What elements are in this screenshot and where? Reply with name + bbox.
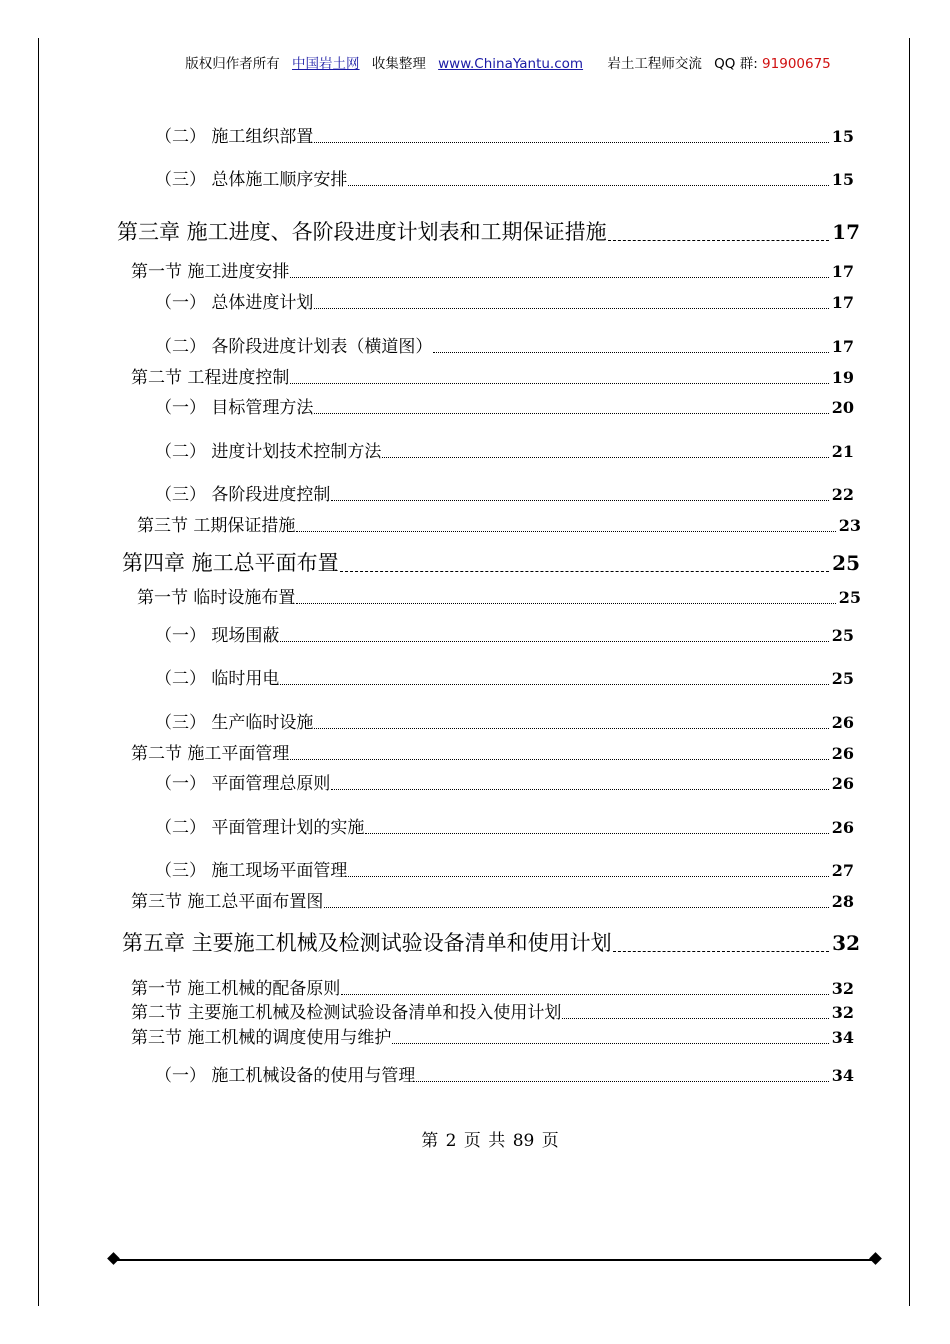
toc-entry-title: （二） 各阶段进度计划表（横道图）: [155, 337, 433, 357]
toc-leader-dots: [324, 906, 828, 908]
toc-leader-dots: [365, 832, 828, 834]
toc-entry-title: （二） 进度计划技术控制方法: [155, 442, 382, 462]
toc-leader-dots: [314, 412, 828, 414]
toc-leader-dots: [348, 875, 828, 877]
toc-entry-page: 25: [832, 551, 860, 575]
toc-entry[interactable]: [155, 669, 854, 689]
toc-entry-page: 26: [831, 713, 854, 732]
toc-entry[interactable]: [155, 1066, 854, 1086]
toc-entry[interactable]: [155, 485, 854, 505]
toc-leader-dots: [290, 382, 828, 384]
toc-entry-page: 17: [832, 220, 860, 244]
toc-entry-title: 第四章 施工总平面布置: [122, 551, 339, 575]
toc-entry[interactable]: [155, 442, 854, 462]
toc-entry[interactable]: [137, 588, 861, 608]
toc-entry[interactable]: [155, 127, 854, 147]
toc-entry[interactable]: [155, 774, 854, 794]
toc-entry[interactable]: [131, 744, 854, 764]
toc-entry[interactable]: [131, 368, 854, 388]
toc-entry[interactable]: [155, 818, 854, 838]
toc-chapter-entry[interactable]: [117, 219, 860, 245]
left-diamond-ornament: [107, 1252, 120, 1265]
toc-chapter-entry[interactable]: [122, 930, 860, 956]
toc-entry-title: 第一节 临时设施布置: [137, 588, 296, 608]
toc-entry-page: 15: [831, 127, 854, 146]
toc-leader-dots: [290, 758, 828, 760]
toc-entry[interactable]: [131, 892, 854, 912]
toc-entry-title: 第一节 施工进度安排: [131, 262, 290, 282]
toc-entry-title: （一） 总体进度计划: [155, 293, 314, 313]
toc-leader-dots: [348, 184, 828, 186]
toc-entry-page: 19: [831, 368, 854, 387]
page-number-footer: 第 2 页 共 89 页: [421, 1131, 559, 1151]
toc-entry-page: 17: [831, 262, 854, 281]
toc-entry-page: 22: [831, 485, 854, 504]
toc-leader-dots: [314, 307, 828, 309]
toc-entry-title: 第二节 主要施工机械及检测试验设备清单和投入使用计划: [131, 1003, 562, 1023]
toc-entry-page: 26: [831, 744, 854, 763]
toc-entry-page: 25: [831, 669, 854, 688]
toc-leader-dots: [613, 950, 829, 952]
toc-entry-page: 34: [831, 1066, 854, 1085]
header-exchange: 岩土工程师交流: [607, 56, 702, 72]
toc-leader-dots: [331, 788, 828, 790]
toc-leader-dots: [340, 570, 829, 572]
toc-leader-dots: [433, 351, 828, 353]
toc-entry-title: 第三节 施工总平面布置图: [131, 892, 324, 912]
toc-leader-dots: [392, 1042, 828, 1044]
toc-leader-dots: [382, 456, 828, 458]
toc-entry[interactable]: [155, 170, 854, 190]
toc-entry-page: 32: [831, 1003, 854, 1022]
bottom-rule: [114, 1259, 876, 1261]
toc-entry[interactable]: [131, 1028, 854, 1048]
toc-entry-title: 第三节 施工机械的调度使用与维护: [131, 1028, 392, 1048]
toc-entry-title: （二） 施工组织部置: [155, 127, 314, 147]
toc-entry-title: （一） 施工机械设备的使用与管理: [155, 1066, 416, 1086]
toc-entry-page: 25: [838, 588, 861, 607]
header-qq-label: QQ 群:: [714, 56, 758, 72]
toc-entry-page: 17: [831, 337, 854, 356]
toc-leader-dots: [296, 602, 835, 604]
header-copyright: 版权归作者所有: [185, 56, 280, 72]
toc-entry-title: （一） 现场围蔽: [155, 626, 280, 646]
right-diamond-ornament: [869, 1252, 882, 1265]
toc-leader-dots: [280, 640, 828, 642]
toc-entry-page: 21: [831, 442, 854, 461]
toc-entry-page: 28: [831, 892, 854, 911]
toc-entry-page: 23: [838, 516, 861, 535]
toc-leader-dots: [296, 530, 835, 532]
header-collected: 收集整理: [371, 56, 426, 72]
toc-entry-page: 17: [831, 293, 854, 312]
toc-entry-title: 第三节 工期保证措施: [137, 516, 296, 536]
toc-entry[interactable]: [155, 861, 854, 881]
toc-entry[interactable]: [155, 293, 854, 313]
toc-leader-dots: [331, 499, 828, 501]
toc-leader-dots: [280, 683, 828, 685]
toc-entry-page: 15: [831, 170, 854, 189]
toc-entry[interactable]: [155, 713, 854, 733]
toc-entry[interactable]: [155, 337, 854, 357]
toc-entry-title: 第二节 施工平面管理: [131, 744, 290, 764]
toc-entry-title: （三） 各阶段进度控制: [155, 485, 331, 505]
toc-entry[interactable]: [155, 398, 854, 418]
toc-entry-title: （一） 平面管理总原则: [155, 774, 331, 794]
header-qq-number: 91900675: [762, 56, 831, 72]
toc-entry[interactable]: [131, 262, 854, 282]
toc-leader-dots: [290, 276, 828, 278]
toc-entry-title: 第三章 施工进度、各阶段进度计划表和工期保证措施: [117, 220, 607, 244]
toc-leader-dots: [314, 141, 828, 143]
toc-entry-title: 第一节 施工机械的配备原则: [131, 979, 341, 999]
toc-entry-page: 32: [832, 931, 860, 955]
toc-entry-title: 第五章 主要施工机械及检测试验设备清单和使用计划: [122, 931, 612, 955]
toc-entry-title: （二） 平面管理计划的实施: [155, 818, 365, 838]
header-site-link[interactable]: 中国岩土网: [292, 56, 360, 72]
toc-entry-title: （三） 生产临时设施: [155, 713, 314, 733]
toc-entry[interactable]: [131, 979, 854, 999]
toc-entry[interactable]: [131, 1003, 854, 1023]
toc-entry-page: 25: [831, 626, 854, 645]
toc-entry[interactable]: [137, 516, 861, 536]
toc-leader-dots: [416, 1080, 828, 1082]
toc-leader-dots: [314, 727, 828, 729]
toc-leader-dots: [562, 1017, 828, 1019]
toc-entry-page: 26: [831, 774, 854, 793]
toc-entry-title: 第二节 工程进度控制: [131, 368, 290, 388]
toc-entry-page: 26: [831, 818, 854, 837]
header-url-link[interactable]: www.ChinaYantu.com: [438, 56, 584, 72]
toc-entry-page: 27: [831, 861, 854, 880]
toc-leader-dots: [341, 993, 828, 995]
toc-entry-title: （一） 目标管理方法: [155, 398, 314, 418]
toc-entry[interactable]: [155, 626, 854, 646]
toc-entry-title: （三） 总体施工顺序安排: [155, 170, 348, 190]
toc-leader-dots: [608, 239, 829, 241]
toc-entry-page: 34: [831, 1028, 854, 1047]
toc-entry-page: 20: [831, 398, 854, 417]
toc-entry-title: （三） 施工现场平面管理: [155, 861, 348, 881]
toc-chapter-entry[interactable]: [122, 550, 860, 576]
toc-entry-page: 32: [831, 979, 854, 998]
toc-entry-title: （二） 临时用电: [155, 669, 280, 689]
